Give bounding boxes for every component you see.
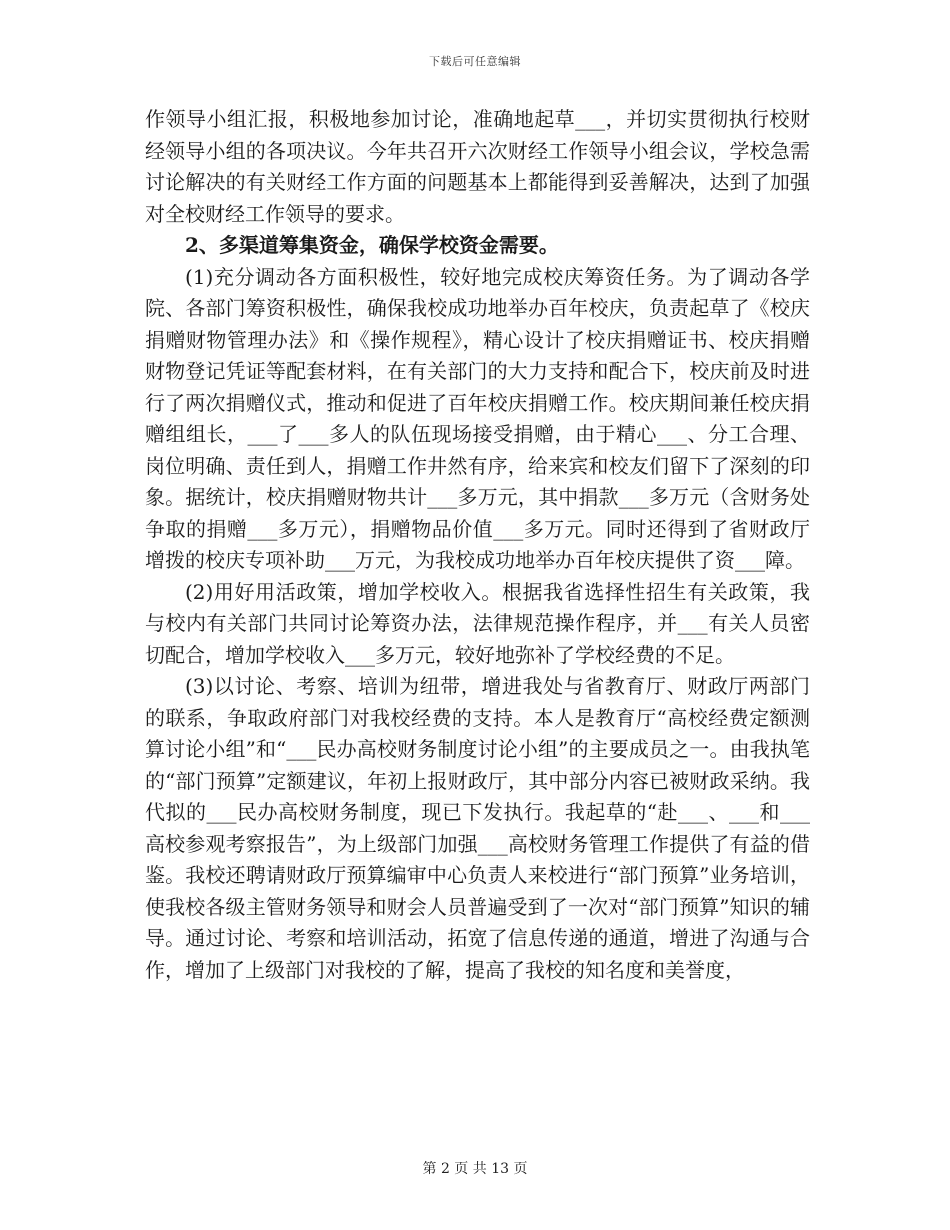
paragraph-policy: (2)用好用活政策，增加学校收入。根据我省选择性招生有关政策，我与校内有关部门共同讨论筹资办法，法律规范操作程序，并___有关人员密切配合，增加学校收入___多万元，较好地弥补了学校经费的不足。: [145, 579, 810, 667]
section-heading: 2、多渠道筹集资金，确保学校资金需要。: [185, 233, 559, 257]
paragraph-continuation: 作领导小组汇报，积极地参加讨论，准确地起草___，并切实贯彻执行校财经领导小组的各项决议。今年共召开六次财经工作领导小组会议，学校急需讨论解决的有关财经工作方面的问题基本上都能得到妥善解决，达到了加强对全校财经工作领导的要求。: [145, 107, 810, 226]
page-number: 第 2 页 共 13 页: [422, 1161, 528, 1177]
paragraph-research: (3)以讨论、考察、培训为纽带，增进我处与省教育厅、财政厅两部门的联系，争取政府部门对我校经费的支持。本人是教育厅“高校经费定额测算讨论小组”和“___民办高校财务制度讨论小组”的主要成员之一。由我执笔的“部门预算”定额建议，年初上报财政厅，其中部分内容已被财政采纳。我代拟的___民办高校财务制度，现已下发执行。我起草的“赴___、___和___高校参观考察报告”，为上级部门加强___高校财务管理工作提供了有益的借鉴。我校还聘请财政厅预算编审中心负责人来校进行“部门预算”业务培训，使我校各级主管财务领导和财会人员普遍受到了一次对“部门预算”知识的辅导。通过讨论、考察和培训活动，拓宽了信息传递的通道，增进了沟通与合作，增加了上级部门对我校的了解，提高了我校的知名度和美誉度，: [145, 674, 810, 982]
document-body: [145, 104, 810, 986]
paragraph-fundraising: (1)充分调动各方面积极性，较好地完成校庆筹资任务。为了调动各学院、各部门筹资积极性，确保我校成功地举办百年校庆，负责起草了《校庆捐赠财物管理办法》和《操作规程》，精心设计了校庆捐赠证书、校庆捐赠财物登记凭证等配套材料，在有关部门的大力支持和配合下，校庆前及时进行了两次捐赠仪式，推动和促进了百年校庆捐赠工作。校庆期间兼任校庆捐赠组组长，___了___多人的队伍现场接受捐赠，由于精心___、分工合理、岗位明确、责任到人，捐赠工作井然有序，给来宾和校友们留下了深刻的印象。据统计，校庆捐赠财物共计___多万元，其中捐款___多万元（含财务处争取的捐赠___多万元），捐赠物品价值___多万元。同时还得到了省财政厅增拨的校庆专项补助___万元，为我校成功地举办百年校庆提供了资___障。: [145, 264, 810, 572]
page-header: 下载后可任意编辑: [429, 55, 521, 68]
